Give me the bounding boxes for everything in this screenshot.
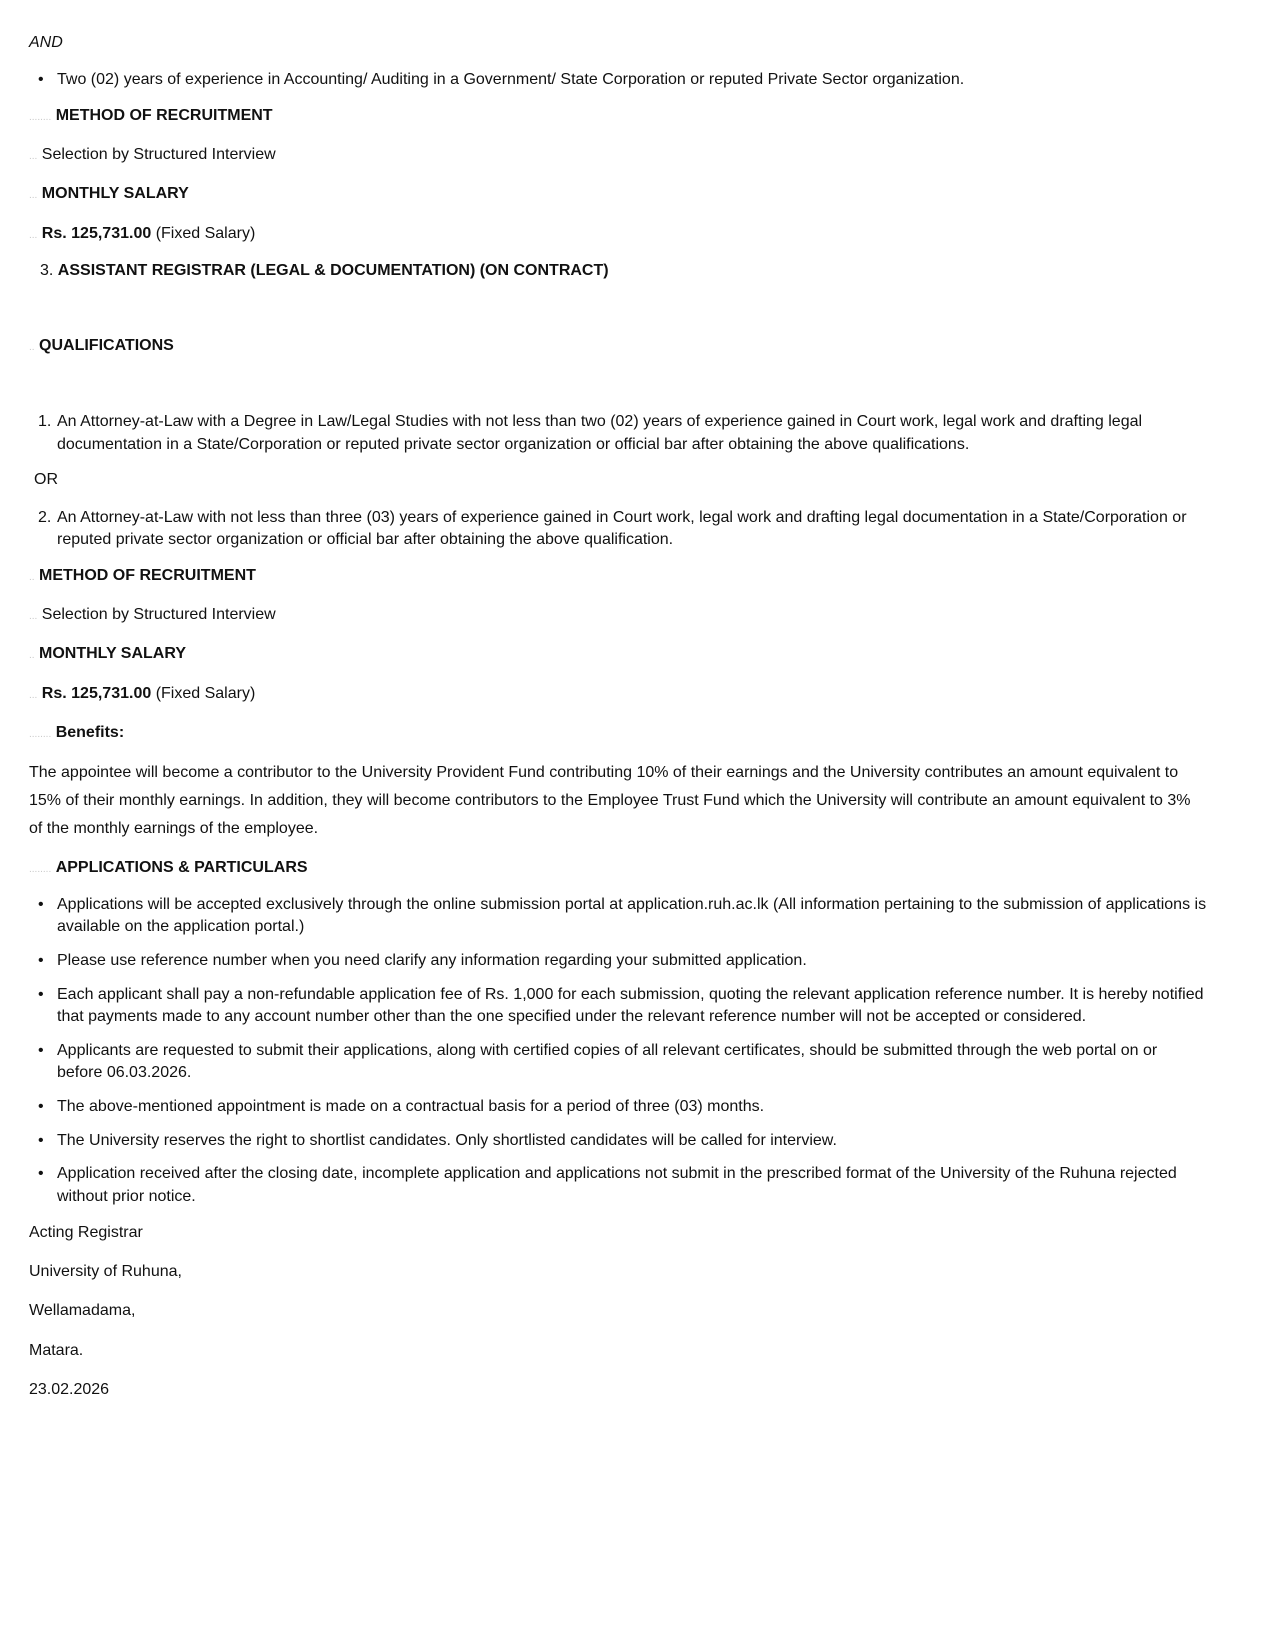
bullet-icon: • — [38, 1042, 44, 1059]
salary-prefix: Rs. — [41, 225, 67, 242]
leader-dots: ... — [29, 190, 38, 201]
application-item-1-line2: available on the application portal.) — [57, 918, 305, 935]
application-item-7-line2: without prior notice. — [57, 1188, 196, 1205]
leader-dots: ... — [29, 690, 38, 701]
benefits-line3: of the monthly earnings of the employee. — [29, 820, 319, 837]
bullet-icon: • — [38, 1132, 44, 1149]
qualifications-heading-row — [29, 337, 174, 355]
qualification-2-line2: reputed private sector organization or official bar after obtaining the above qualification. — [57, 531, 674, 548]
method-heading: METHOD OF RECRUITMENT — [55, 107, 273, 124]
signature-city: Matara. — [29, 1342, 84, 1359]
application-item-4-line1: Applicants are requested to submit their applications, along with certified copies of all relevant certificates, should be submitted through the web portal on or — [57, 1042, 1158, 1059]
method-text-row — [29, 146, 276, 164]
bullet-icon: • — [38, 952, 44, 969]
experience-bullet-text: Two (02) years of experience in Accounting/ Auditing in a Government/ State Corporation or reputed Private Sector organization. — [57, 71, 965, 88]
qualification-1-line1: An Attorney-at-Law with a Degree in Law/Legal Studies with not less than two (02) years of experience gained in Court work, legal work and drafting legal — [57, 413, 1143, 430]
bullet-icon: • — [38, 1165, 44, 1182]
leader-dots: .. — [29, 650, 35, 661]
application-item-6-line1: The University reserves the right to shortlist candidates. Only shortlisted candidates will be called for interview. — [57, 1132, 837, 1149]
signature-date: 23.02.2026 — [29, 1381, 110, 1398]
leader-dots: .. — [29, 572, 35, 583]
qualification-1-line2: documentation in a State/Corporation or reputed private sector organization or official bar after obtaining the above qualifications. — [57, 436, 970, 453]
salary-row — [29, 685, 255, 703]
section-number: 3. — [40, 262, 54, 279]
salary-prefix: Rs. — [41, 685, 67, 702]
leader-dots: ........ — [29, 729, 52, 740]
benefits-line1: The appointee will become a contributor to the University Provident Fund contributing 10% of their earnings and the University contributes an amount equivalent to — [29, 764, 1179, 781]
bullet-icon: • — [38, 986, 44, 1003]
salary-amount: 125,731.00 — [71, 685, 152, 702]
application-item-7-line1: Application received after the closing date, incomplete application and applications not submit in the prescribed format of the University of the Ruhuna rejected — [57, 1165, 1177, 1182]
method-heading-row — [29, 567, 256, 585]
leader-dots: ........ — [29, 112, 52, 123]
or-label: OR — [34, 471, 58, 488]
method-text: Selection by Structured Interview — [41, 606, 276, 623]
benefits-heading: Benefits: — [55, 724, 125, 741]
qualification-number: 1. — [38, 413, 52, 430]
qualification-2-line1: An Attorney-at-Law with not less than three (03) years of experience gained in Court work, legal work and drafting legal documentation in a State/Corporation or — [57, 509, 1187, 526]
leader-dots: ... — [29, 230, 38, 241]
salary-heading: MONTHLY SALARY — [41, 185, 189, 202]
bullet-icon: • — [38, 1098, 44, 1115]
benefits-line2: 15% of their monthly earnings. In addition, they will become contributors to the Employee Trust Fund which the University will contribute an amount equivalent to 3% — [29, 792, 1191, 809]
applications-heading-row — [29, 859, 308, 877]
application-item-3-line1: Each applicant shall pay a non-refundable application fee of Rs. 1,000 for each submission, quoting the relevant application reference number. It is hereby notified — [57, 986, 1204, 1003]
benefits-heading-row — [29, 724, 124, 742]
salary-heading-row — [29, 185, 189, 203]
salary-note: (Fixed Salary) — [155, 685, 256, 702]
bullet-icon: • — [38, 71, 44, 88]
application-item-1-line1: Applications will be accepted exclusively through the online submission portal at application.ruh.ac.lk (All information pertaining to the submission of applications is — [57, 896, 1207, 913]
application-item-3-line2: that payments made to any account number other than the one specified under the relevant reference number will not be accepted or considered. — [57, 1008, 1087, 1025]
qualification-number: 2. — [38, 509, 52, 526]
leader-dots: ... — [29, 611, 38, 622]
method-heading: METHOD OF RECRUITMENT — [39, 567, 256, 584]
leader-dots: ... — [29, 151, 38, 162]
signature-town: Wellamadama, — [29, 1302, 136, 1319]
salary-amount: 125,731.00 — [71, 225, 152, 242]
leader-dots: ........ — [29, 864, 52, 875]
method-heading-row — [29, 107, 273, 125]
salary-heading: MONTHLY SALARY — [39, 645, 186, 662]
application-item-5-line1: The above-mentioned appointment is made on a contractual basis for a period of three (03) months. — [57, 1098, 765, 1115]
method-text-row — [29, 606, 276, 624]
salary-heading-row — [29, 645, 186, 663]
leader-dots: .. — [29, 342, 35, 353]
and-label: AND — [29, 34, 63, 51]
method-text: Selection by Structured Interview — [41, 146, 276, 163]
signature-university: University of Ruhuna, — [29, 1263, 182, 1280]
application-item-4-line2: before 06.03.2026. — [57, 1064, 192, 1081]
application-item-2-line1: Please use reference number when you need clarify any information regarding your submitted application. — [57, 952, 807, 969]
applications-heading: APPLICATIONS & PARTICULARS — [55, 859, 308, 876]
salary-row — [29, 225, 255, 243]
bullet-icon: • — [38, 896, 44, 913]
salary-note: (Fixed Salary) — [155, 225, 256, 242]
signature-title: Acting Registrar — [29, 1224, 143, 1241]
section-title-row — [40, 262, 609, 280]
section-title: ASSISTANT REGISTRAR (LEGAL & DOCUMENTATION) (ON CONTRACT) — [57, 262, 609, 279]
qualifications-heading: QUALIFICATIONS — [39, 337, 174, 354]
